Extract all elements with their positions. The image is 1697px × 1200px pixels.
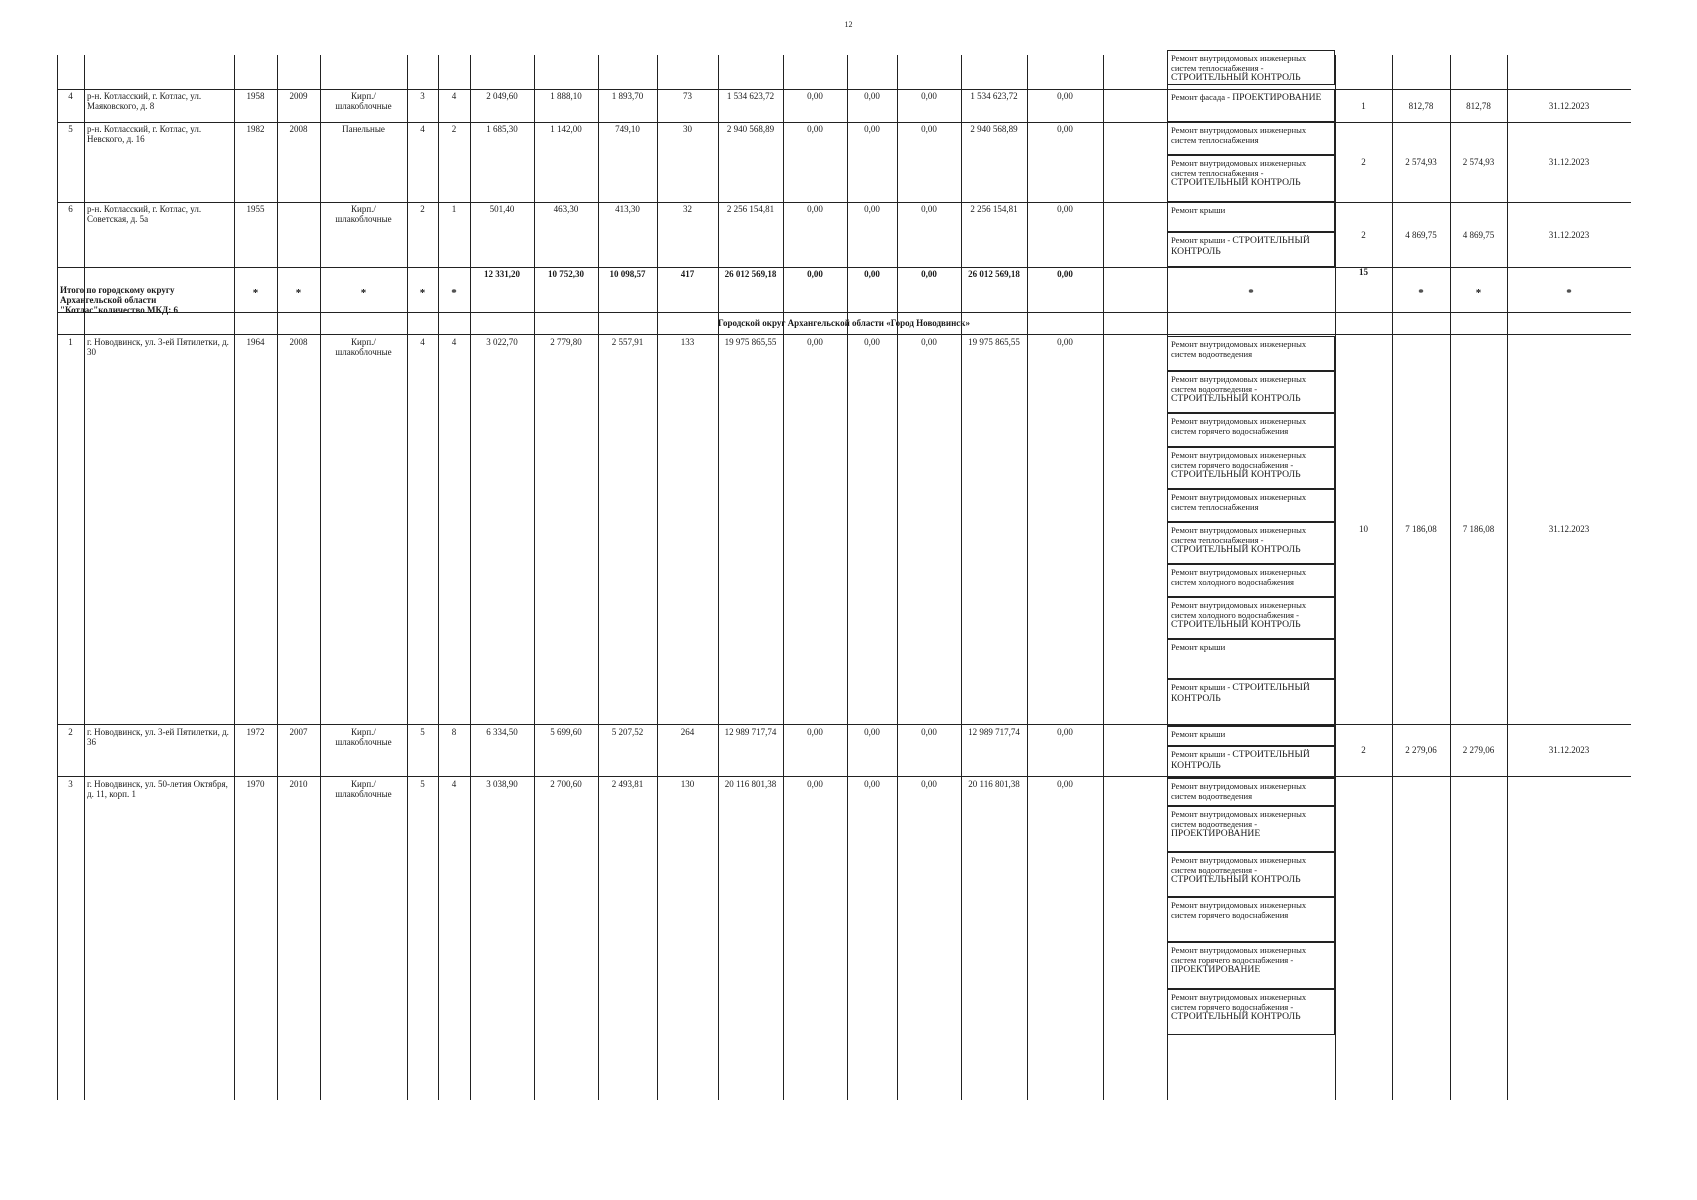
cell-residents: 133 xyxy=(680,337,695,347)
column-line xyxy=(783,55,784,1100)
cell-entrances: 4 xyxy=(451,91,457,101)
cell-c4: 0,00 xyxy=(1057,91,1073,101)
work-item: Ремонт крыши xyxy=(1167,202,1335,232)
cell-unit-cost-max: 2 574,93 xyxy=(1462,157,1495,167)
work-item: Ремонт внутридомовых инженерных систем теплоснабжения xyxy=(1167,122,1335,155)
cell-address: г. Новодвинск, ул. 3-ей Пятилетки, д. 36 xyxy=(87,727,229,748)
cell-count: 10 xyxy=(1359,524,1368,534)
work-item: Ремонт внутридомовых инженерных систем горячего водоснабжения xyxy=(1167,897,1335,942)
cell-year_built: 1982 xyxy=(246,124,265,134)
cell-floors: 4 xyxy=(420,337,425,347)
work-item: Ремонт внутридомовых инженерных систем холодного водоснабжения xyxy=(1167,564,1335,597)
cell-residents: 264 xyxy=(680,727,695,737)
row-line xyxy=(57,776,1631,777)
column-line xyxy=(534,55,535,1100)
cell-c4: 0,00 xyxy=(1057,337,1073,347)
cell-unit-cost-max: 7 186,08 xyxy=(1462,524,1495,534)
column-line xyxy=(847,55,848,1100)
work-item: Ремонт крыши - СТРОИТЕЛЬНЫЙ КОНТРОЛЬ xyxy=(1167,746,1335,778)
total-c1: 0,00 xyxy=(807,269,823,279)
work-item: Ремонт внутридомовых инженерных систем водоотведения xyxy=(1167,778,1335,806)
cell-year_repair: 2008 xyxy=(289,124,308,134)
section-title: Городской округ Архангельской области «Город Новодвинск» xyxy=(718,318,970,328)
row-line xyxy=(57,267,1631,268)
total-label: Итого по городскому округу Архангельской области "Котлас"количество МКД: 6 xyxy=(60,285,178,316)
cell-unit-cost-max: 4 869,75 xyxy=(1462,229,1495,240)
cell-c3: 0,00 xyxy=(921,779,937,789)
cell-c2: 0,00 xyxy=(864,337,880,347)
total-area_res: 10 098,57 xyxy=(609,269,646,279)
cell-cost_total: 2 940 568,89 xyxy=(726,124,775,134)
total-star: * xyxy=(451,287,457,299)
column-line xyxy=(438,55,439,1100)
cell-cost_own: 2 940 568,89 xyxy=(970,124,1018,134)
cell-unit-cost-max: 812,78 xyxy=(1466,100,1491,111)
cell-year_repair: 2007 xyxy=(289,727,308,737)
cell-residents: 130 xyxy=(680,779,695,789)
cell-area_res: 2 493,81 xyxy=(611,779,644,789)
total-count: 15 xyxy=(1359,267,1368,277)
page-number: 12 xyxy=(844,20,853,29)
cell-residents: 73 xyxy=(683,91,692,101)
cell-area_living: 5 699,60 xyxy=(550,727,582,737)
cell-date: 31.12.2023 xyxy=(1548,745,1590,755)
total-star: * xyxy=(252,287,259,299)
cell-c2: 0,00 xyxy=(864,727,880,737)
cell-area_total: 501,40 xyxy=(489,204,515,214)
cell-entrances: 1 xyxy=(451,204,457,214)
column-line xyxy=(1392,55,1393,1100)
cell-year_built: 1964 xyxy=(246,337,265,347)
cell-address: р-н. Котласский, г. Котлас, ул. Невского, д. 16 xyxy=(87,124,202,145)
cell-entrances: 4 xyxy=(451,779,457,789)
cell-unit-cost: 812,78 xyxy=(1408,100,1434,111)
cell-c4: 0,00 xyxy=(1057,124,1073,134)
cell-c2: 0,00 xyxy=(864,91,880,101)
cell-residents: 32 xyxy=(683,204,692,214)
work-item: Ремонт крыши - СТРОИТЕЛЬНЫЙ КОНТРОЛЬ xyxy=(1167,679,1335,726)
cell-c1: 0,00 xyxy=(807,204,823,214)
cell-c3: 0,00 xyxy=(921,204,937,214)
column-line xyxy=(897,55,898,1100)
cell-n: 3 xyxy=(68,779,73,789)
cell-year_repair: 2010 xyxy=(289,779,308,789)
column-line xyxy=(1103,55,1104,1100)
cell-unit-cost: 4 869,75 xyxy=(1405,229,1437,240)
cell-cost_total: 1 534 623,72 xyxy=(726,91,775,101)
work-item: Ремонт внутридомовых инженерных систем горячего водоснабжения - СТРОИТЕЛЬНЫЙ КОНТРОЛЬ xyxy=(1167,989,1335,1035)
cell-count: 2 xyxy=(1361,745,1366,755)
cell-date: 31.12.2023 xyxy=(1548,229,1590,240)
cell-year_built: 1958 xyxy=(246,91,265,101)
cell-walls: Кирп./ шлакоблочные xyxy=(335,727,392,748)
cell-unit-cost: 7 186,08 xyxy=(1405,524,1437,534)
cell-c1: 0,00 xyxy=(807,337,823,347)
cell-walls: Кирп./ шлакоблочные xyxy=(335,204,392,225)
total-star: * xyxy=(295,287,302,299)
cell-cost_own: 2 256 154,81 xyxy=(970,204,1018,214)
cell-area_living: 2 700,60 xyxy=(550,779,582,789)
cell-c3: 0,00 xyxy=(921,727,937,737)
work-item: Ремонт внутридомовых инженерных систем водоотведения - ПРОЕКТИРОВАНИЕ xyxy=(1167,806,1335,852)
cell-cost_own: 20 116 801,38 xyxy=(968,779,1020,789)
cell-date: 31.12.2023 xyxy=(1548,157,1590,167)
column-line xyxy=(657,55,658,1100)
cell-year_built: 1972 xyxy=(246,727,265,737)
total-star: * xyxy=(1566,287,1572,299)
cell-year_repair: 2008 xyxy=(289,337,308,347)
cell-cost_own: 1 534 623,72 xyxy=(970,91,1018,101)
cell-unit-cost: 2 574,93 xyxy=(1405,157,1437,167)
total-star: * xyxy=(360,287,367,299)
cell-c1: 0,00 xyxy=(807,124,823,134)
column-line xyxy=(320,55,321,1100)
cell-area_res: 5 207,52 xyxy=(611,727,644,737)
work-item: Ремонт внутридомовых инженерных систем теплоснабжения - СТРОИТЕЛЬНЫЙ КОНТРОЛЬ xyxy=(1167,522,1335,564)
cell-n: 5 xyxy=(68,124,73,134)
cell-n: 1 xyxy=(68,337,73,347)
repair-table xyxy=(57,55,1631,1100)
cell-year_built: 1955 xyxy=(246,204,265,214)
total-cost_own: 26 012 569,18 xyxy=(968,269,1020,279)
column-line xyxy=(598,55,599,1100)
column-line xyxy=(277,55,278,1100)
cell-floors: 3 xyxy=(420,91,425,101)
cell-walls: Панельные xyxy=(342,124,385,134)
cell-floors: 5 xyxy=(420,727,425,737)
cell-entrances: 4 xyxy=(451,337,457,347)
column-line xyxy=(718,55,719,1100)
cell-year_repair: 2009 xyxy=(289,91,308,101)
work-item: Ремонт фасада - ПРОЕКТИРОВАНИЕ xyxy=(1167,89,1335,122)
cell-n: 4 xyxy=(68,91,73,101)
column-line xyxy=(1027,55,1028,1100)
cell-cost_own: 19 975 865,55 xyxy=(968,337,1020,347)
work-item: Ремонт внутридомовых инженерных систем водоотведения - СТРОИТЕЛЬНЫЙ КОНТРОЛЬ xyxy=(1167,852,1335,897)
work-item: Ремонт внутридомовых инженерных систем теплоснабжения - СТРОИТЕЛЬНЫЙ КОНТРОЛЬ xyxy=(1167,50,1335,85)
column-line xyxy=(407,55,408,1100)
work-item: Ремонт внутридомовых инженерных систем водоотведения - СТРОИТЕЛЬНЫЙ КОНТРОЛЬ xyxy=(1167,371,1335,413)
work-item: Ремонт внутридомовых инженерных систем теплоснабжения xyxy=(1167,489,1335,522)
cell-cost_total: 19 975 865,55 xyxy=(724,337,777,347)
cell-count: 1 xyxy=(1361,100,1366,111)
column-line xyxy=(1450,55,1451,1100)
cell-floors: 2 xyxy=(420,204,425,214)
cell-area_total: 3 038,90 xyxy=(486,779,518,789)
cell-c4: 0,00 xyxy=(1057,727,1073,737)
work-item: Ремонт внутридомовых инженерных систем холодного водоснабжения - СТРОИТЕЛЬНЫЙ КОНТРОЛЬ xyxy=(1167,597,1335,639)
cell-area_living: 1 888,10 xyxy=(550,91,582,101)
cell-area_res: 413,30 xyxy=(615,204,640,214)
cell-c2: 0,00 xyxy=(864,204,880,214)
cell-address: г. Новодвинск, ул. 3-ей Пятилетки, д. 30 xyxy=(87,337,229,358)
work-item: Ремонт крыши xyxy=(1167,639,1335,679)
total-star: * xyxy=(419,287,426,299)
cell-cost_total: 2 256 154,81 xyxy=(726,204,775,214)
row-line xyxy=(57,89,1631,90)
cell-cost_own: 12 989 717,74 xyxy=(968,727,1020,737)
cell-c1: 0,00 xyxy=(807,91,823,101)
cell-c3: 0,00 xyxy=(921,124,937,134)
cell-floors: 5 xyxy=(420,779,425,789)
cell-entrances: 8 xyxy=(451,727,457,737)
cell-walls: Кирп./ шлакоблочные xyxy=(335,337,392,358)
cell-c2: 0,00 xyxy=(864,124,880,134)
row-line xyxy=(57,202,1631,203)
total-c2: 0,00 xyxy=(864,269,880,279)
cell-n: 2 xyxy=(68,727,73,737)
work-item: Ремонт крыши xyxy=(1167,726,1335,746)
cell-address: р-н. Котласский, г. Котлас, ул. Советская, д. 5а xyxy=(87,204,202,225)
column-line xyxy=(470,55,471,1100)
cell-residents: 30 xyxy=(683,124,692,134)
total-c3: 0,00 xyxy=(921,269,937,279)
column-line xyxy=(57,55,58,1100)
cell-area_living: 1 142,00 xyxy=(550,124,582,134)
row-line xyxy=(57,334,1631,335)
work-item: Ремонт внутридомовых инженерных систем теплоснабжения - СТРОИТЕЛЬНЫЙ КОНТРОЛЬ xyxy=(1167,155,1335,202)
cell-year_built: 1970 xyxy=(246,779,265,789)
total-cost_total: 26 012 569,18 xyxy=(724,269,777,279)
cell-c1: 0,00 xyxy=(807,779,823,789)
cell-walls: Кирп./ шлакоблочные xyxy=(335,779,392,800)
work-item: Ремонт внутридомовых инженерных систем горячего водоснабжения - СТРОИТЕЛЬНЫЙ КОНТРОЛЬ xyxy=(1167,447,1335,489)
cell-c4: 0,00 xyxy=(1057,779,1073,789)
cell-count: 2 xyxy=(1361,157,1366,167)
cell-date: 31.12.2023 xyxy=(1548,100,1590,111)
cell-area_res: 1 893,70 xyxy=(611,91,644,101)
row-line xyxy=(57,122,1631,123)
total-star: * xyxy=(1248,287,1254,299)
total-c4: 0,00 xyxy=(1057,269,1073,279)
cell-walls: Кирп./ шлакоблочные xyxy=(335,91,392,112)
work-item: Ремонт крыши - СТРОИТЕЛЬНЫЙ КОНТРОЛЬ xyxy=(1167,232,1335,267)
total-star: * xyxy=(1475,287,1482,299)
cell-area_res: 749,10 xyxy=(615,124,640,134)
total-area_living: 10 752,30 xyxy=(548,269,584,279)
cell-address: г. Новодвинск, ул. 50-летия Октября, д. 11, корп. 1 xyxy=(87,779,228,800)
cell-unit-cost: 2 279,06 xyxy=(1405,745,1437,755)
cell-count: 2 xyxy=(1361,229,1366,240)
column-line xyxy=(84,55,85,1100)
row-line xyxy=(57,724,1631,725)
cell-area_total: 2 049,60 xyxy=(486,91,518,101)
cell-address: р-н. Котласский, г. Котлас, ул. Маяковского, д. 8 xyxy=(87,91,202,112)
total-area_total: 12 331,20 xyxy=(484,269,520,279)
cell-area_total: 3 022,70 xyxy=(486,337,518,347)
cell-date: 31.12.2023 xyxy=(1548,524,1590,534)
cell-area_total: 1 685,30 xyxy=(486,124,518,134)
cell-area_living: 463,30 xyxy=(553,204,579,214)
cell-c3: 0,00 xyxy=(921,91,937,101)
cell-cost_total: 12 989 717,74 xyxy=(724,727,777,737)
total-residents: 417 xyxy=(680,269,695,279)
cell-cost_total: 20 116 801,38 xyxy=(724,779,777,789)
cell-unit-cost-max: 2 279,06 xyxy=(1462,745,1495,755)
cell-c1: 0,00 xyxy=(807,727,823,737)
cell-entrances: 2 xyxy=(451,124,457,134)
cell-area_total: 6 334,50 xyxy=(486,727,518,737)
column-line xyxy=(961,55,962,1100)
cell-c4: 0,00 xyxy=(1057,204,1073,214)
column-line xyxy=(234,55,235,1100)
cell-c3: 0,00 xyxy=(921,337,937,347)
cell-n: 6 xyxy=(68,204,73,214)
cell-c2: 0,00 xyxy=(864,779,880,789)
cell-area_living: 2 779,80 xyxy=(550,337,582,347)
work-item: Ремонт внутридомовых инженерных систем водоотведения xyxy=(1167,336,1335,371)
work-item: Ремонт внутридомовых инженерных систем горячего водоснабжения - ПРОЕКТИРОВАНИЕ xyxy=(1167,942,1335,989)
row-line xyxy=(57,312,1631,313)
cell-area_res: 2 557,91 xyxy=(611,337,644,347)
total-star: * xyxy=(1418,287,1424,299)
cell-floors: 4 xyxy=(420,124,425,134)
column-line xyxy=(1335,55,1336,1100)
column-line xyxy=(1507,55,1508,1100)
work-item: Ремонт внутридомовых инженерных систем горячего водоснабжения xyxy=(1167,413,1335,447)
